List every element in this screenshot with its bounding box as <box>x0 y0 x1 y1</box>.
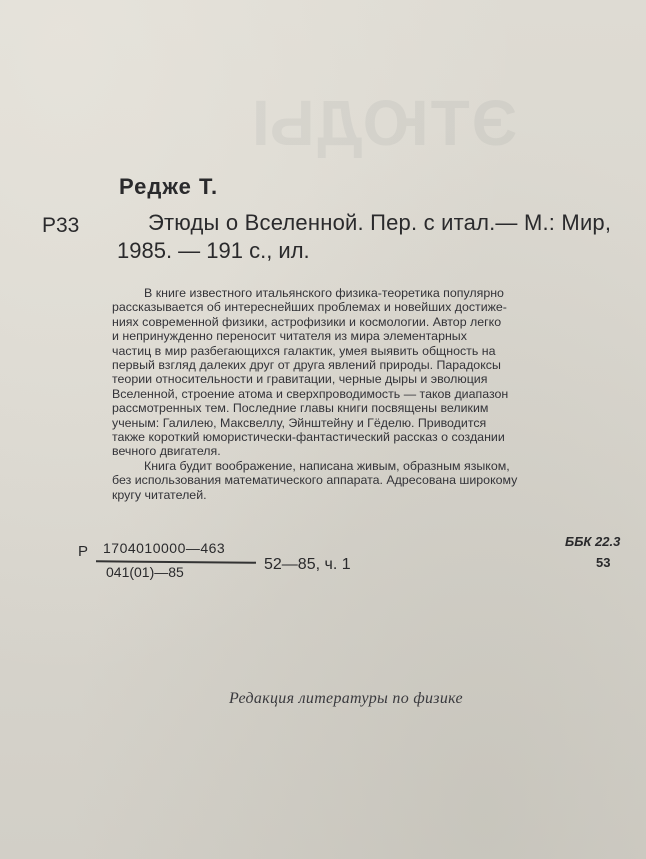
annotation-line: также короткий юмористически-фантастический рассказ о создании <box>112 430 505 445</box>
editorial-office: Редакция литературы по физике <box>229 690 463 707</box>
catalog-code: Р33 <box>42 214 80 237</box>
title-line-1: Этюды о Вселенной. Пер. с итал.— М.: Мир, <box>148 210 612 235</box>
author-name: Редже Т. <box>119 174 219 199</box>
annotation-line: без использования математического аппарата. Адресована широкому <box>112 473 518 488</box>
bbk-label: ББК 22.3 <box>565 534 621 549</box>
index-prefix: Р <box>78 543 89 560</box>
show-through-text: ЭТЮДЫ <box>250 87 518 159</box>
annotation-line: частиц в мир разбегающихся галактик, умея выявить общность на <box>112 343 496 358</box>
fraction-rule <box>96 560 256 563</box>
title-line-2: 1985. — 191 с., ил. <box>117 238 310 263</box>
annotation-line: и непринужденно переносит читателя из мира элементарных <box>112 329 467 344</box>
annotation-line: ученым: Галилею, Максвеллу, Эйнштейну и Гёделю. Приводится <box>112 415 487 430</box>
annotation-line: кругу читателей. <box>112 487 207 502</box>
annotation-line: первый взгляд далеких друг от друга явлений природы. Парадоксы <box>112 358 501 373</box>
annotation-line: рассмотренных тем. Последние главы книги посвящены великим <box>112 401 489 416</box>
index-denominator: 041(01)—85 <box>106 564 184 580</box>
annotation-line: рассказывается об интереснейших проблемах и новейших достиже- <box>112 300 507 315</box>
annotation-line: Вселенной, строение атома и сверхпроводимость — таков диапазон <box>112 386 509 401</box>
bbk-sub: 53 <box>596 555 611 570</box>
index-numerator: 1704010000—463 <box>103 540 226 556</box>
annotation-line: В книге известного итальянского физика-теоретика популярно <box>144 286 504 300</box>
index-tail: 52—85, ч. 1 <box>264 556 351 573</box>
annotation-line: Книга будит воображение, написана живым, образным языком, <box>144 458 510 473</box>
annotation-line: ниях современной физики, астрофизики и космологии. Автор легко <box>112 314 502 329</box>
annotation-text <box>112 286 632 502</box>
annotation-line: теории относительности и гравитации, черные дыры и эволюция <box>112 372 488 387</box>
annotation-line: вечного двигателя. <box>112 444 221 459</box>
